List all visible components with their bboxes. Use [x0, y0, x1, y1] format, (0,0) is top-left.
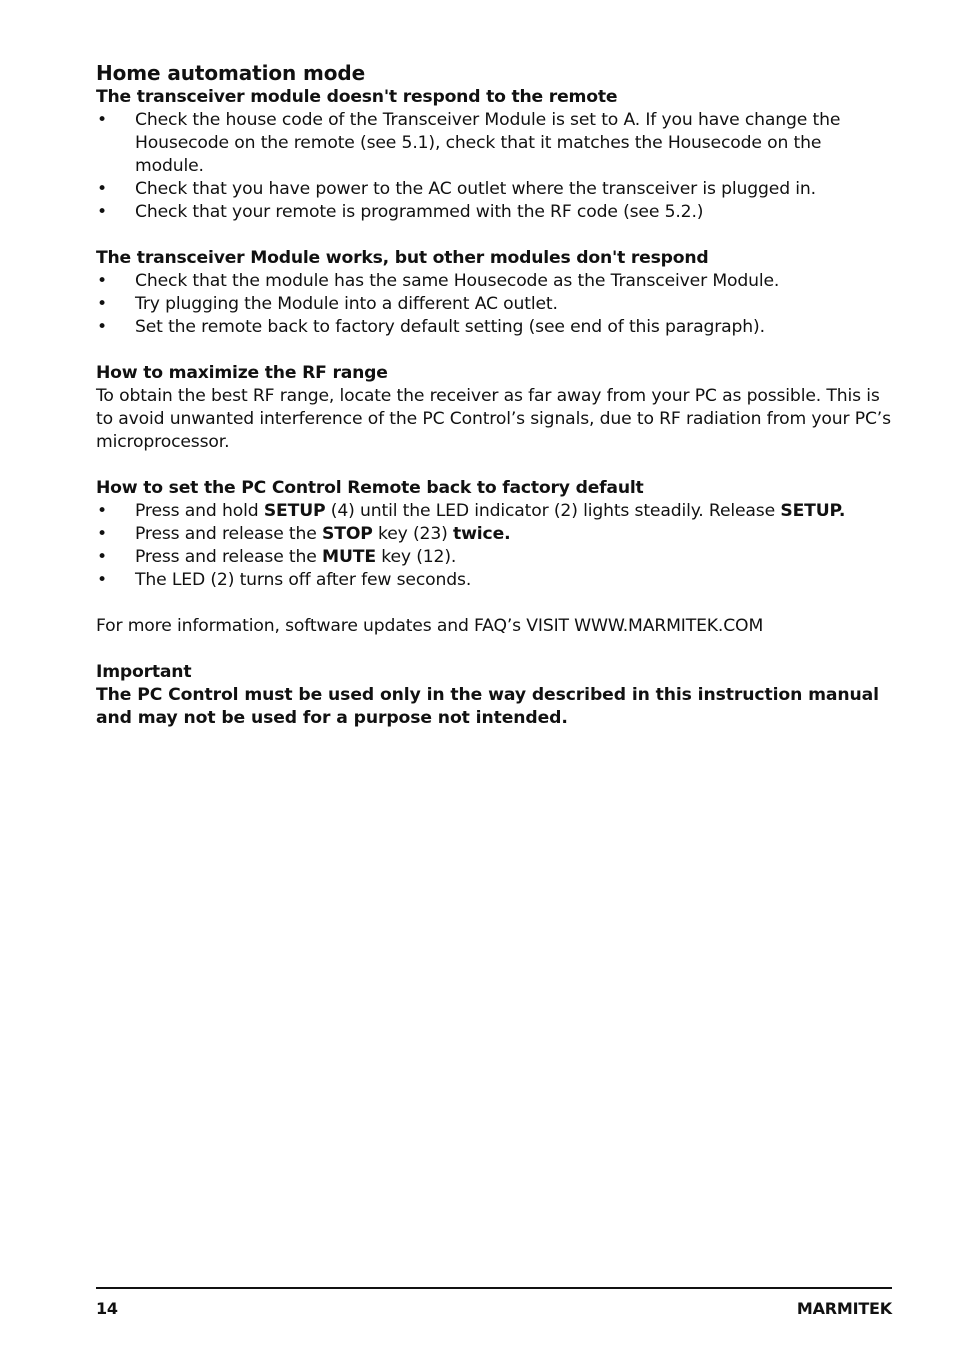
- brand-name: MARMITEK: [796, 1299, 892, 1318]
- text-run: (4) until the LED indicator (2) lights steadily. Release: [325, 501, 781, 521]
- list-item: [96, 293, 892, 316]
- list-item: [96, 569, 892, 592]
- list-item: [96, 500, 892, 523]
- key-name: SETUP: [263, 501, 326, 521]
- bullet-icon: •: [97, 501, 107, 521]
- section-factory-default: [96, 477, 892, 592]
- list-item-text: Set the remote back to factory default setting (see end of this paragraph).: [135, 317, 765, 337]
- list-item-text: Check that you have power to the AC outlet where the transceiver is plugged in.: [135, 179, 816, 199]
- section-transceiver: [96, 86, 892, 224]
- more-info-text: For more information, software updates and FAQ’s VISIT WWW.MARMITEK.COM: [96, 616, 764, 636]
- paragraph: To obtain the best RF range, locate the receiver as far away from your PC as possible. This is to avoid unwanted interference of the PC Control’s signals, due to RF radiation from your PC’s microprocessor.: [96, 386, 891, 452]
- list-item: [96, 270, 892, 293]
- list-item: [96, 201, 892, 224]
- bullet-icon: •: [97, 179, 107, 199]
- bullet-icon: •: [97, 570, 107, 590]
- bullet-icon: •: [97, 271, 107, 291]
- section-more-info: [96, 615, 892, 638]
- page-number: 14: [96, 1299, 118, 1318]
- important-text: The PC Control must be used only in the way described in this instruction manual and may not be used for a purpose not intended.: [96, 685, 879, 728]
- bullet-icon: •: [97, 294, 107, 314]
- bullet-list: [96, 500, 892, 592]
- list-item-text: The LED (2) turns off after few seconds.: [135, 570, 472, 590]
- emphasis: twice.: [453, 524, 511, 544]
- bullet-icon: •: [97, 110, 107, 130]
- bullet-icon: •: [97, 317, 107, 337]
- list-item: [96, 546, 892, 569]
- list-item: [96, 178, 892, 201]
- bullet-list: [96, 109, 892, 224]
- section-heading: The transceiver module doesn't respond to the remote: [96, 87, 618, 107]
- text-run: Press and release the: [135, 524, 323, 544]
- footer-divider: [96, 1287, 892, 1289]
- bullet-list: [96, 270, 892, 339]
- page-footer: [96, 1299, 892, 1318]
- bullet-icon: •: [97, 202, 107, 222]
- list-item-text: Check that the module has the same Housecode as the Transceiver Module.: [135, 271, 780, 291]
- section-important: [96, 661, 892, 730]
- section-other-modules: [96, 247, 892, 339]
- list-item-text: Try plugging the Module into a different AC outlet.: [135, 294, 558, 314]
- page-title: Home automation mode: [96, 61, 366, 85]
- bullet-icon: •: [97, 524, 107, 544]
- list-item: [96, 523, 892, 546]
- section-heading: How to maximize the RF range: [96, 363, 388, 383]
- text-run: key (12).: [375, 547, 457, 567]
- key-name: SETUP.: [780, 501, 846, 521]
- text-run: Press and release the: [135, 547, 323, 567]
- list-item-text: Check that your remote is programmed with the RF code (see 5.2.): [135, 202, 704, 222]
- text-run: Press and hold: [135, 501, 264, 521]
- key-name: MUTE: [322, 547, 376, 567]
- section-rf-range: [96, 362, 892, 454]
- key-name: STOP: [322, 524, 373, 544]
- list-item: [96, 316, 892, 339]
- section-heading: The transceiver Module works, but other modules don't respond: [96, 248, 709, 268]
- text-run: key (23): [372, 524, 453, 544]
- important-heading: Important: [96, 662, 192, 682]
- list-item: [96, 109, 892, 178]
- document-body: [96, 60, 892, 753]
- bullet-icon: •: [97, 547, 107, 567]
- list-item-text: Check the house code of the Transceiver Module is set to A. If you have change the Housecode on the remote (see 5.1), check that it matches the Housecode on the module.: [135, 110, 841, 176]
- section-heading: How to set the PC Control Remote back to factory default: [96, 478, 644, 498]
